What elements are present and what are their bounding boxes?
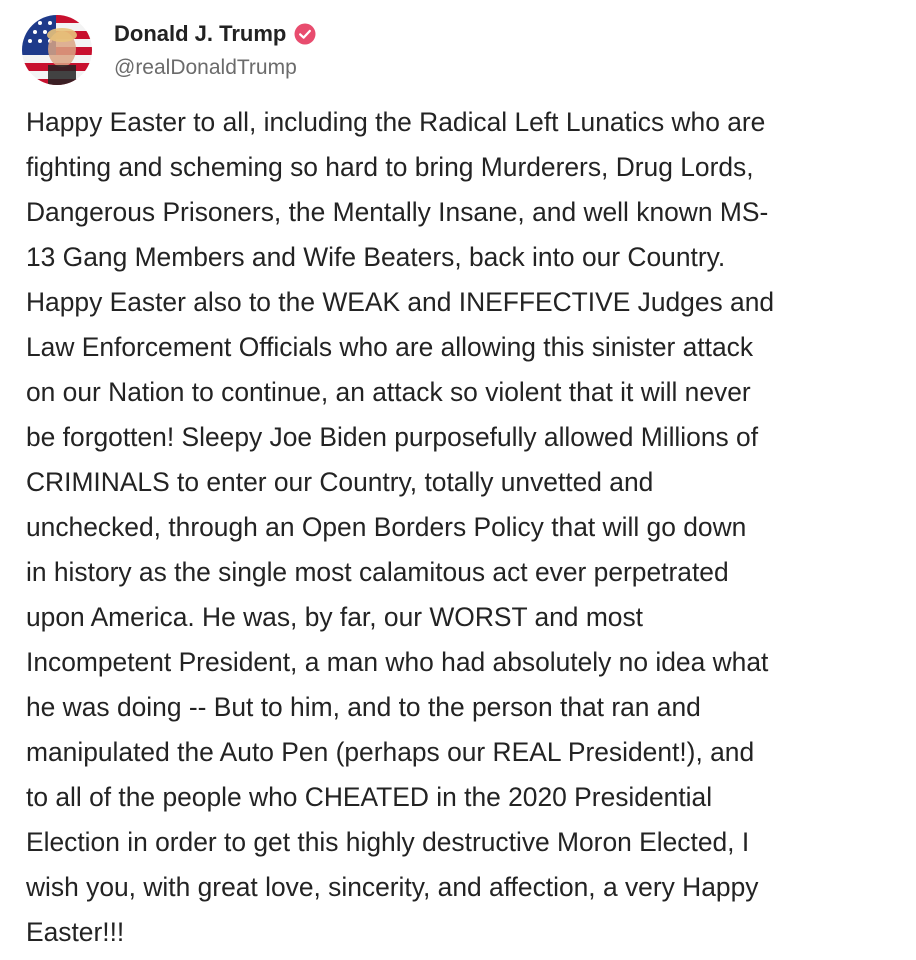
post-text-line: Happy Easter to all, including the Radical Left Lunatics who are bbox=[26, 107, 766, 137]
post-text-line: he was doing -- But to him, and to the person that ran and bbox=[26, 692, 701, 722]
post-text-line: to all of the people who CHEATED in the 2020 Presidential bbox=[26, 782, 713, 812]
post-text-line: Incompetent President, a man who had absolutely no idea what bbox=[26, 647, 769, 677]
post-text-line: 13 Gang Members and Wife Beaters, back into our Country. bbox=[26, 242, 726, 272]
post-text-line: Election in order to get this highly destructive Moron Elected, I bbox=[26, 827, 750, 857]
post-text-line: wish you, with great love, sincerity, and affection, a very Happy bbox=[26, 872, 759, 902]
author-meta bbox=[114, 21, 316, 80]
post-text-line: CRIMINALS to enter our Country, totally unvetted and bbox=[26, 467, 654, 497]
author-name-row bbox=[114, 21, 316, 47]
post-text-line: manipulated the Auto Pen (perhaps our REAL President!), and bbox=[26, 737, 755, 767]
post-text-line: be forgotten! Sleepy Joe Biden purposefully allowed Millions of bbox=[26, 422, 759, 452]
post-text-line: unchecked, through an Open Borders Policy that will go down bbox=[26, 512, 747, 542]
post-text-line: Dangerous Prisoners, the Mentally Insane, and well known MS- bbox=[26, 197, 769, 227]
post-text-line: fighting and scheming so hard to bring Murderers, Drug Lords, bbox=[26, 152, 754, 182]
post-text-line: Law Enforcement Officials who are allowing this sinister attack bbox=[26, 332, 754, 362]
post-header bbox=[22, 10, 316, 90]
post-text-line: in history as the single most calamitous act ever perpetrated bbox=[26, 557, 729, 587]
post-text-line: Happy Easter also to the WEAK and INEFFECTIVE Judges and bbox=[26, 287, 775, 317]
post-body bbox=[26, 100, 906, 955]
verified-badge-icon bbox=[294, 23, 316, 45]
american-flag-avatar-icon bbox=[22, 15, 92, 85]
avatar[interactable] bbox=[22, 15, 92, 85]
post-text-line: on our Nation to continue, an attack so violent that it will never bbox=[26, 377, 751, 407]
post-text-line: upon America. He was, by far, our WORST and most bbox=[26, 602, 644, 632]
author-handle[interactable]: @realDonaldTrump bbox=[114, 55, 297, 79]
author-name[interactable]: Donald J. Trump bbox=[114, 20, 287, 46]
post-text-line: Easter!!! bbox=[26, 917, 125, 947]
